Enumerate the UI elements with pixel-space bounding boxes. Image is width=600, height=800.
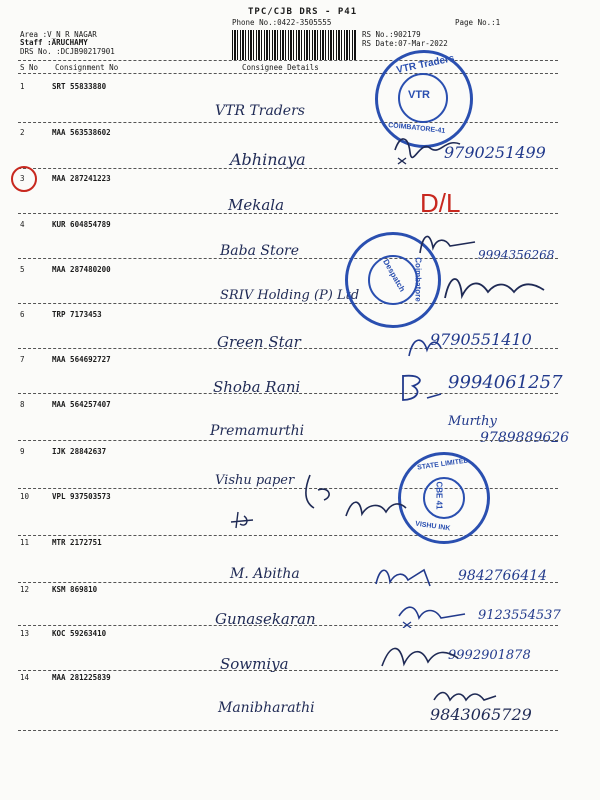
staff-name: ARUCHAMY [51,38,88,47]
column-consignment: Consignment No [55,63,119,72]
row-5-signature [440,268,550,308]
row-9-sno: 9 [20,447,25,456]
row-1-consignee: VTR Traders [215,103,305,119]
page-number: Page No.:1 [455,18,501,27]
row-4-sno: 4 [20,220,25,229]
row-11-consignee: M. Abitha [230,566,300,582]
staff-label [20,38,88,47]
drs-number: DRS No. :DCJB90217901 [20,47,115,56]
row-12-rule [18,625,558,626]
row-6-consignee: Green Star [217,333,301,351]
row-2-sno: 2 [20,128,25,137]
vishu-stamp-bottom-text: VISHU INK [414,520,451,533]
row-9-consignment: IJK 28842637 [52,447,107,456]
row-5-consignment: MAA 287480200 [52,265,111,274]
vtr-stamp-bottom-text: COIMBATORE-41 [387,122,446,135]
despatch-stamp-center: Despatch [381,257,407,294]
vishu-stamp [398,452,490,544]
row-8-consignment: MAA 564257407 [52,400,111,409]
row-4-signature [415,228,485,258]
row-7-sno: 7 [20,355,25,364]
column-sno: S No [20,63,39,72]
row-3-consignment: MAA 287241223 [52,174,111,183]
row-2-signature [390,130,470,165]
row-13-signature [378,636,468,676]
row-6-rule [18,348,558,349]
row-3-sno: 3 [20,174,25,183]
row-1-consignment: SRT 55833880 [52,82,107,91]
row-2-phone: 9790251499 [444,143,546,162]
row-14-consignee: Manibharathi [218,700,315,716]
row-14-sno: 14 [20,673,30,682]
row-13-phone: 9992901878 [448,648,531,663]
row-13-rule [18,670,558,671]
vishu-stamp-inner-ring [423,477,465,519]
row-5-consignee: SRIV Holding (P) Ltd [220,288,360,303]
row-10-mark [228,508,258,530]
row-2-consignee: Abhinaya [230,150,306,169]
row-12-signature [395,598,475,628]
row-8-sno: 8 [20,400,25,409]
row-4-consignee: Baba Store [220,243,300,259]
row-13-sno: 13 [20,629,30,638]
vtr-stamp-center: VTR [408,89,430,101]
row-12-phone: 9123554537 [478,608,561,623]
phone-number: Phone No.:0422-3505555 [232,18,332,27]
vishu-stamp-center: CBE 41 [434,481,444,510]
row-6-consignment: TRP 7173453 [52,310,102,319]
row-6-sno: 6 [20,310,25,319]
staff-prefix: Staff : [20,38,52,47]
row-4-consignment: KUR 604854789 [52,220,111,229]
row-7-consignee: Shoba Rani [213,378,301,396]
rs-number: RS No.:902179 [362,30,421,39]
row-12-consignee: Gunasekaran [215,610,316,628]
row-14-rule [18,730,558,731]
row-11-phone: 9842766414 [458,568,548,584]
row-3-red-circle [11,166,37,192]
row-14-signature [430,686,500,706]
row-7-consignment: MAA 564692727 [52,355,111,364]
barcode [232,30,356,60]
row-8-consignee: Premamurthi [210,423,305,439]
row-1-rule [18,122,558,123]
row-3-rule [18,213,558,214]
vtr-stamp-top-text: VTR Traders [395,52,456,77]
area-label: Area :V_N R NAGAR [20,30,97,39]
row-7-rule [18,393,558,394]
row-3-consignee: Mekala [228,196,285,214]
row-13-consignee: Sowmiya [220,655,289,673]
row-4-rule [18,258,558,259]
row-12-consignment: KSM 869810 [52,585,98,594]
row-14-consignment: MAA 281225839 [52,673,111,682]
header-rule-top [18,60,558,61]
row-13-consignment: KOC 59263410 [52,629,107,638]
rs-date: RS Date:07-Mar-2022 [362,39,448,48]
row-11-signature [372,560,452,590]
row-8-rule [18,440,558,441]
column-consignee: Consignee Details [242,63,319,72]
row-9-signature [300,470,340,515]
row-12-sno: 12 [20,585,30,594]
header-rule-bottom [18,73,558,74]
row-5-sno: 5 [20,265,25,274]
row-14-phone: 9843065729 [430,705,532,724]
row-9-consignee: Vishu paper [215,473,295,488]
row-10-consignment: VPL 937503573 [52,492,111,501]
document-title: TPC/CJB DRS - P41 [248,7,358,17]
row-2-consignment: MAA 563538602 [52,128,111,137]
row-10-sno: 10 [20,492,30,501]
row-3-delivery-mark: D/L [420,188,461,218]
row-11-consignment: MTR 2172751 [52,538,102,547]
row-10-signature [340,488,410,528]
row-4-phone: 9994356268 [478,248,555,262]
row-1-sno: 1 [20,82,25,91]
murthy-annotation: Murthy [448,414,497,429]
row-8-phone: 9789889626 [480,430,570,446]
row-6-signature [405,332,445,360]
row-11-sno: 11 [20,538,30,547]
vishu-stamp-top-text: STATE LIMITED [416,457,470,472]
row-6-phone: 9790551410 [430,330,532,349]
row-7-phone: 9994061257 [448,372,563,393]
row-7-signature [395,370,445,405]
row-11-rule [18,582,558,583]
row-10-rule [18,535,558,536]
row-2-rule [18,168,558,169]
despatch-stamp-text: Coimbatore [413,257,423,302]
